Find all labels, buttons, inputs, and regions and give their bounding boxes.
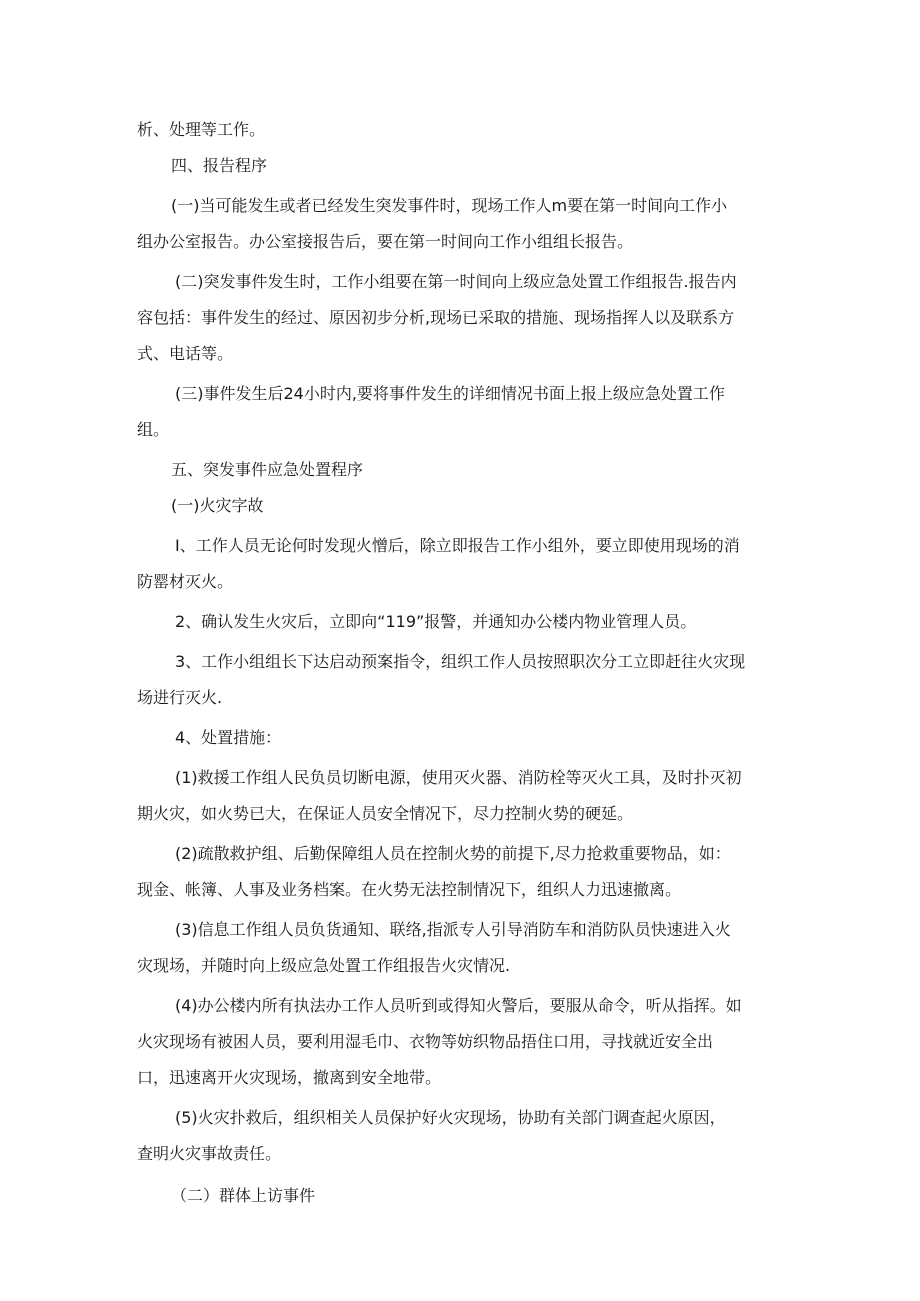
subsection-heading-group-petition <box>137 1178 782 1214</box>
text-line: (一)火灾字故 <box>171 496 264 515</box>
text-line: 组。 <box>137 420 170 439</box>
text-line: (三)事件发生后24小时内,要将事件发生的详细情况书面上报上级应急处置工作 <box>175 384 725 403</box>
text-line: (2)疏散救护组、后勤保障组人员在控制火势的前提下,尽力抢救重要物品，如： <box>175 844 731 863</box>
text-line: 式、电话等。 <box>137 344 234 363</box>
paragraph-fire-3 <box>137 644 782 716</box>
text-line: 防罂材灭火。 <box>137 572 234 591</box>
text-line: 析、处理等工作。 <box>137 120 266 139</box>
text-line: 3、工作小组组长下达启动预案指令，组织工作人员按照职次分工立即赶往火灾现 <box>175 652 746 671</box>
text-line: I、工作人员无论何时发现火憎后，除立即报告工作小组外，要立即使用现场的消 <box>175 536 740 555</box>
subsection-heading-fire <box>137 488 782 524</box>
text-line: (3)信息工作组人员负货通知、联络,指派专人引导消防车和消防队员快速进入火 <box>175 920 731 939</box>
paragraph-report-1 <box>137 188 782 260</box>
paragraph-report-2 <box>137 264 782 372</box>
text-line: （二）群体上访事件 <box>171 1186 316 1205</box>
text-line: 灾现场，并随时向上级应急处置工作组报告火灾情况. <box>137 956 511 975</box>
section-heading-report-procedure <box>137 148 782 184</box>
paragraph-measure-4 <box>137 988 782 1096</box>
document-body <box>137 112 782 1214</box>
text-line: 2、确认发生火灾后，立即向“119”报警，并通知办公楼内物业管理人员。 <box>175 612 697 631</box>
text-line: 组办公室报告。办公室接报告后，要在第一时间向工作小组组长报告。 <box>137 232 634 251</box>
paragraph-measure-2 <box>137 836 782 908</box>
text-line: 期火灾，如火势已大，在保证人员安全情况下，尽力控制火势的硬延。 <box>137 804 634 823</box>
text-line: (二)突发事件发生时，工作小组要在第一时间向上级应急处置工作组报告.报告内 <box>175 272 737 291</box>
paragraph-measure-1 <box>137 760 782 832</box>
text-line: 查明火灾事故责任。 <box>137 1144 282 1163</box>
paragraph-report-3 <box>137 376 782 448</box>
text-line: 四、报告程序 <box>171 156 268 175</box>
paragraph-fire-4 <box>137 720 782 756</box>
paragraph-measure-3 <box>137 912 782 984</box>
text-line: 火灾现场有被困人员，要利用湿毛巾、衣物等妨织物品捂住口用，寻找就近安全出 <box>137 1032 714 1051</box>
paragraph-fire-1 <box>137 528 782 600</box>
section-heading-emergency-procedure <box>137 452 782 488</box>
text-line: (一)当可能发生或者已经发生突发事件时，现场工作人m要在第一时间向工作小 <box>171 196 728 215</box>
text-line: 4、处置措施： <box>175 728 282 747</box>
paragraph-measure-5 <box>137 1100 782 1172</box>
text-line: 现金、帐簿、人事及业务档案。在火势无法控制情况下，组织人力迅速撤离。 <box>137 880 682 899</box>
text-line: 场进行灭火. <box>137 688 223 707</box>
text-line: 口，迅速离开火灾现场，撤离到安全地带。 <box>137 1068 442 1087</box>
text-line: 容包括：事件发生的经过、原因初步分析,现场已采取的措施、现场指挥人以及联系方 <box>137 308 735 327</box>
text-line: 五、突发事件应急处置程序 <box>171 460 364 479</box>
paragraph-continuation <box>137 112 782 148</box>
text-line: (5)火灾扑救后，组织相关人员保护好火灾现场，协助有关部门调查起火原因， <box>175 1108 726 1127</box>
paragraph-fire-2 <box>137 604 782 640</box>
text-line: (4)办公楼内所有执法办工作人员听到或得知火警后，要服从命令，听从指挥。如 <box>175 996 742 1015</box>
text-line: (1)救援工作组人民负员切断电源，使用灭火器、消防栓等灭火工具，及时扑灭初 <box>175 768 742 787</box>
